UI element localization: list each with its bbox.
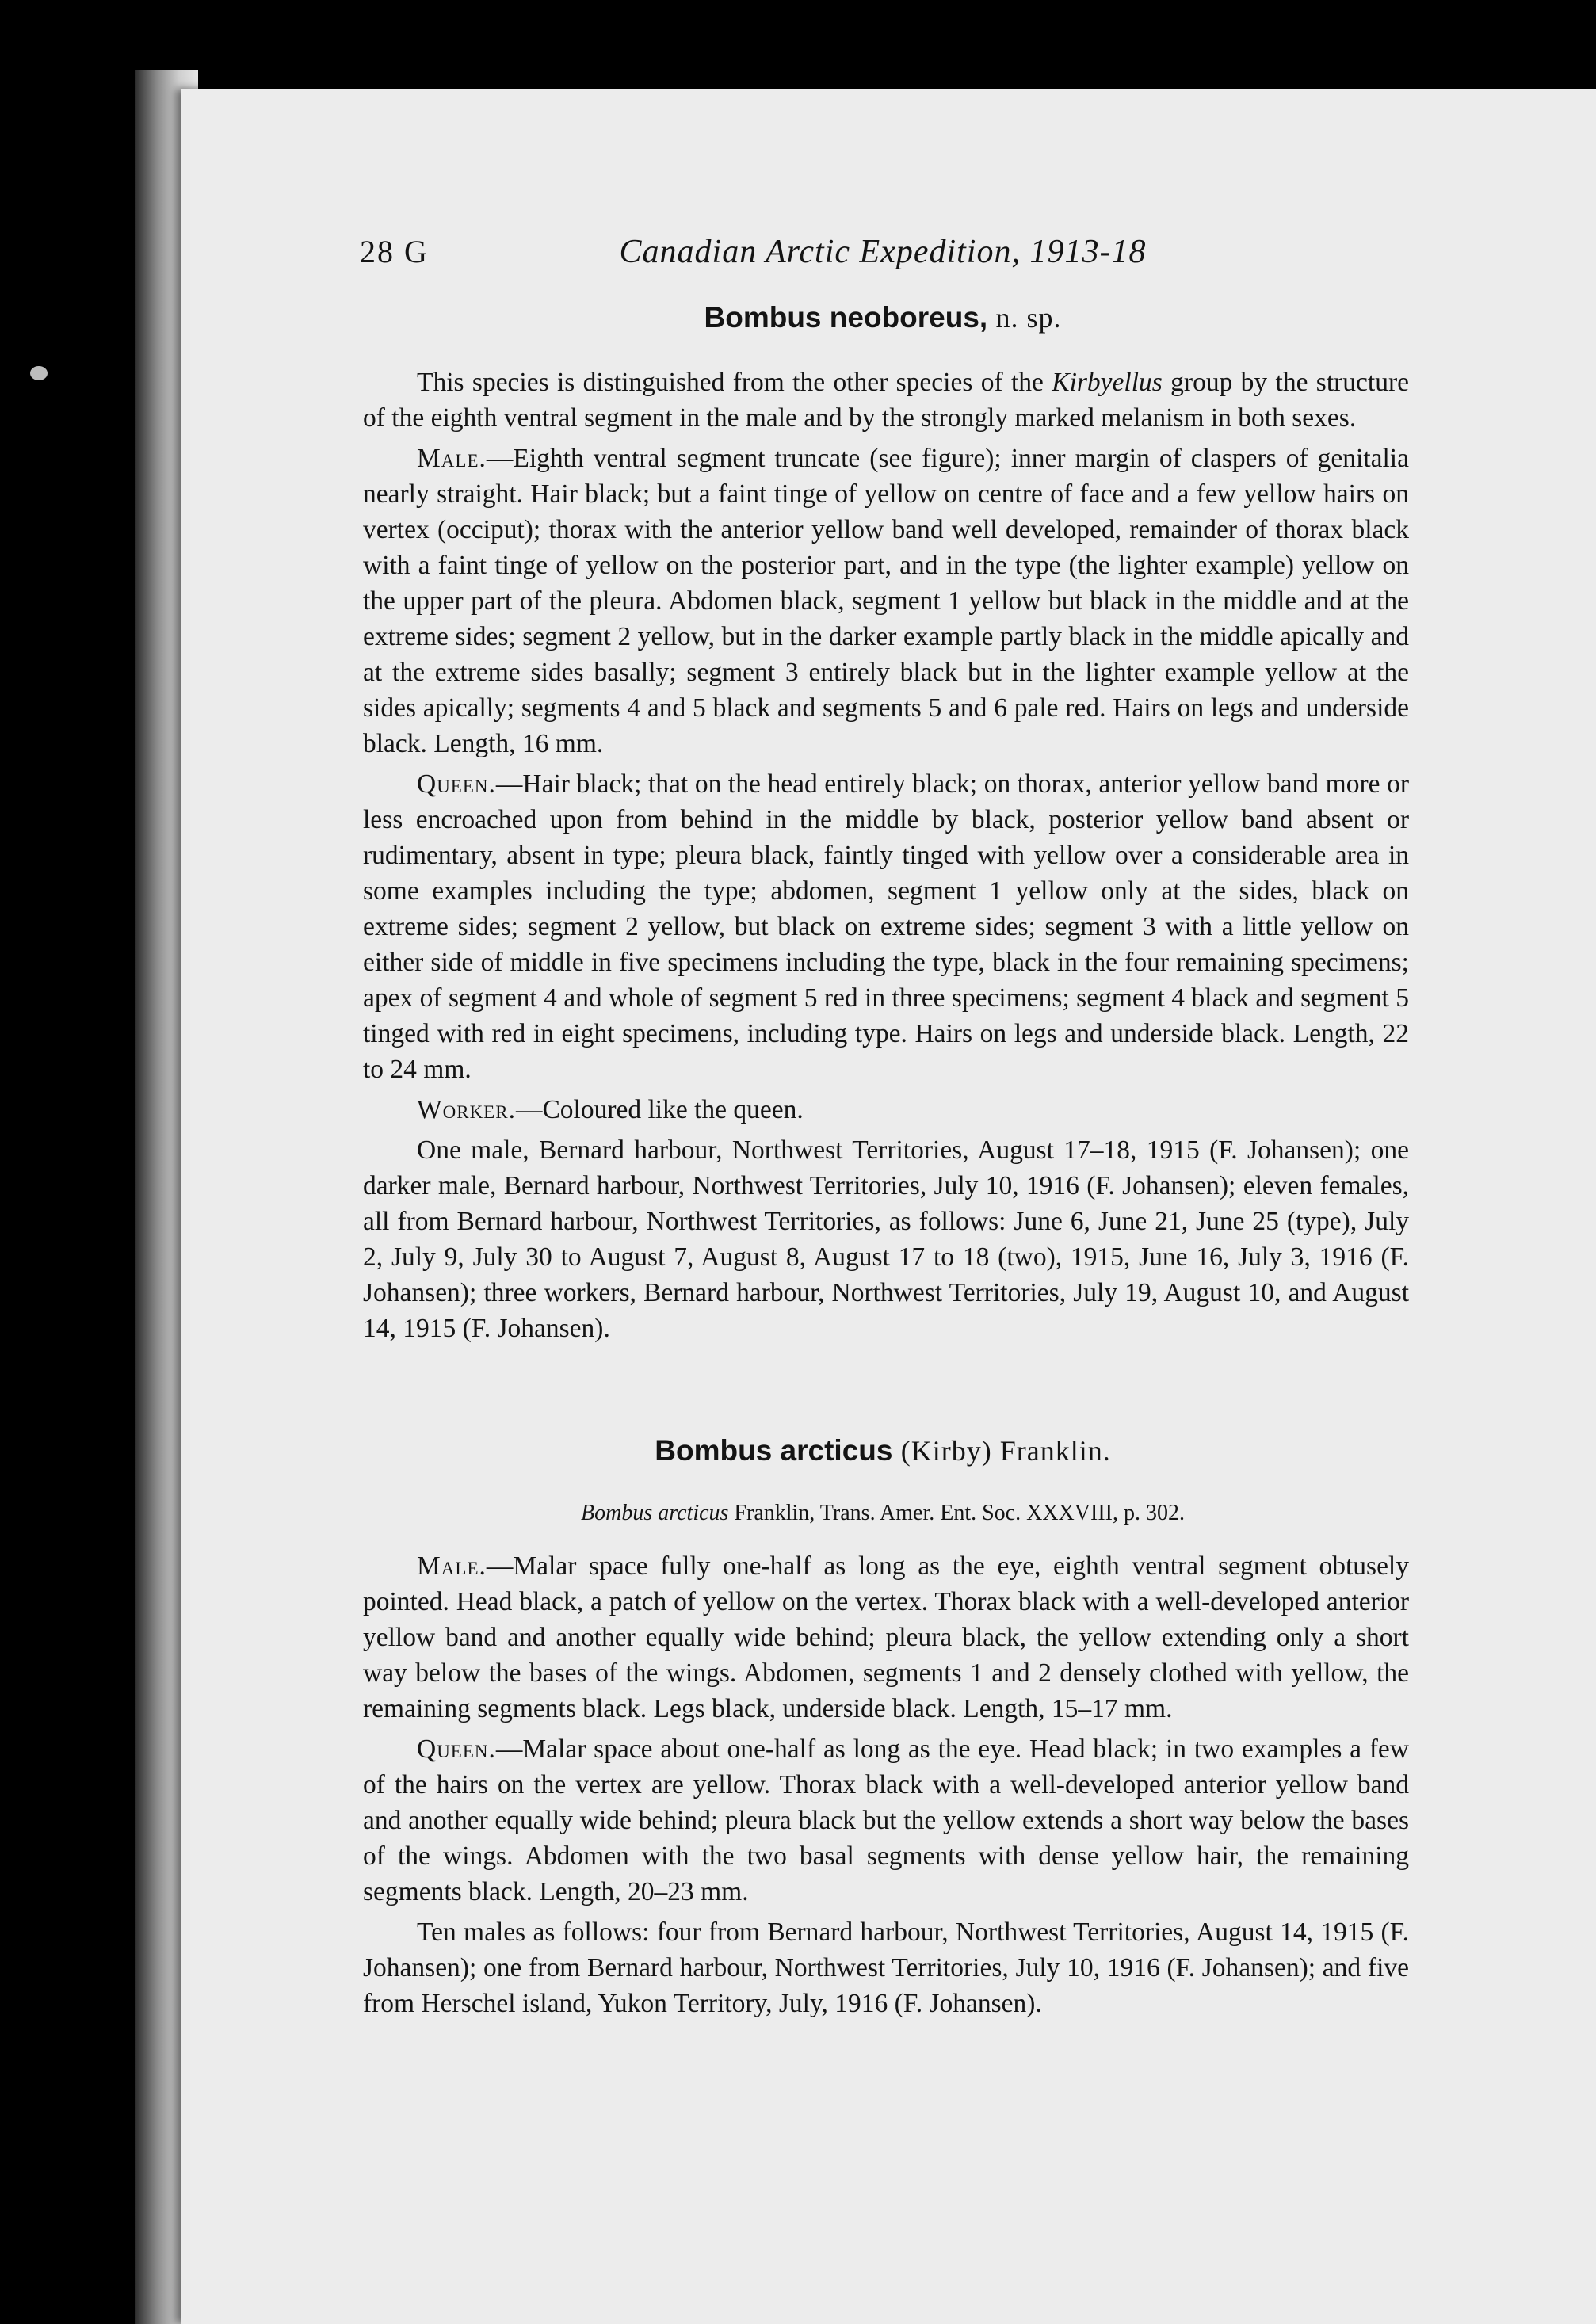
reference-line bbox=[360, 1501, 1406, 1526]
queen-label: Queen. bbox=[417, 769, 496, 799]
running-head bbox=[360, 233, 1406, 280]
male-label: Male. bbox=[417, 444, 487, 473]
reference-citation: Franklin, Trans. Amer. Ent. Soc. XXXVIII, p. 302. bbox=[728, 1501, 1185, 1525]
records-paragraph: One male, Bernard harbour, Northwest Territories, August 17–18, 1915 (F. Johansen); one darker male, Bernard harbour, Northwest Territories, July 10, 1916 (F. Johansen); eleven females, all from Bernard harbour, Northwest Territories, as follows: June 6, June 21, June 25 (type), July 2, July 9, July 30 to August 7, August 8, August 17 to 18 (two), 1915, June 16, July 3, 1916 (F. Johansen); three workers, Bernard harbour, Northwest Territories, July 19, August 10, and August 14, 1915 (F. Johansen). bbox=[363, 1135, 1409, 1343]
species-description-arcticus bbox=[363, 1548, 1409, 2026]
queen-paragraph: Queen.—Hair black; that on the head entirely black; on thorax, anterior yellow band more or less encroached upon from behind in the middle by black, posterior yellow band absent or rudimentary, absent in type; pleura black, faintly tinged with yellow over a considerable area in some examples including the type; abdomen, segment 1 yellow only at the sides, black on extreme sides; segment 2 yellow, but black on extreme sides; segment 3 with a little yellow on either side of middle in five specimens including the type, black in the four remaining specimens; apex of segment 4 and whole of segment 5 red in three specimens; segment 4 black and segment 5 tinged with red in eight specimens, including type. Hairs on legs and underside black. Length, 22 to 24 mm. bbox=[363, 769, 1409, 1084]
scan-mark bbox=[30, 366, 48, 380]
records-paragraph: Ten males as follows: four from Bernard harbour, Northwest Territories, August 14, 1915 (F. Johansen); one from Bernard harbour, Northwest Territories, July 10, 1916 (F. Johansen); and five from Herschel island, Yukon Territory, July, 1916 (F. Johansen). bbox=[363, 1918, 1409, 2018]
page-number: 28 G bbox=[360, 234, 429, 269]
document-page bbox=[181, 89, 1596, 2324]
worker-paragraph: Worker.—Coloured like the queen. bbox=[417, 1095, 804, 1124]
species-title-neoboreus bbox=[360, 301, 1406, 334]
species-author: n. sp. bbox=[995, 302, 1062, 334]
male-paragraph: Male.—Malar space fully one-half as long as the eye, eighth ventral segment obtusely pointed. Head black, a patch of yellow on the vertex. Thorax black with a well-developed anterior yellow band and another equally wide behind; pleura black, the yellow extending only a short way below the bases of the wings. Abdomen, segments 1 and 2 densely clothed with yellow, the remaining segments black. Legs black, underside black. Length, 15–17 mm. bbox=[363, 1551, 1409, 1723]
queen-label: Queen. bbox=[417, 1734, 496, 1764]
species-author: (Kirby) Franklin. bbox=[900, 1435, 1111, 1467]
male-paragraph: Male.—Eighth ventral segment truncate (see figure); inner margin of claspers of genitalia nearly straight. Hair black; but a faint tinge of yellow on centre of face and a few yellow hairs on vertex (occiput); thorax with the anterior yellow band well developed, remainder of thorax black with a faint tinge of yellow on the posterior part, and in the type (the lighter example) yellow on the upper part of the pleura. Abdomen black, segment 1 yellow but black in the middle and at the extreme sides; segment 2 yellow, but in the darker example partly black in the middle apically and at the extreme sides basally; segment 3 entirely black but in the lighter example yellow at the sides apically; segments 4 and 5 black and segments 5 and 6 pale red. Hairs on legs and underside black. Length, 16 mm. bbox=[363, 444, 1409, 758]
species-title-arcticus bbox=[360, 1434, 1406, 1467]
worker-label: Worker. bbox=[417, 1095, 516, 1124]
species-name: Bombus neoboreus, bbox=[704, 301, 988, 334]
group-name: Kirbyellus bbox=[1052, 368, 1163, 397]
page-content bbox=[181, 89, 1596, 2324]
male-label: Male. bbox=[417, 1551, 487, 1581]
species-description-neoboreus bbox=[363, 364, 1409, 1351]
species-name: Bombus arcticus bbox=[655, 1434, 893, 1467]
intro-paragraph: This species is distinguished from the other species of the Kirbyellus group by the structure of the eighth ventral segment in the male and by the strongly marked melanism in both sexes. bbox=[363, 368, 1409, 433]
queen-paragraph: Queen.—Malar space about one-half as long as the eye. Head black; in two examples a few of the hairs on the vertex are yellow. Thorax black with a well-developed anterior yellow band and another equally wide behind; pleura black but the yellow extends a short way below the bases of the wings. Abdomen with the two basal segments with dense yellow hair, the remaining segments black. Length, 20–23 mm. bbox=[363, 1734, 1409, 1906]
journal-title: Canadian Arctic Expedition, 1913-18 bbox=[619, 234, 1147, 270]
reference-taxon: Bombus arcticus bbox=[581, 1501, 729, 1525]
